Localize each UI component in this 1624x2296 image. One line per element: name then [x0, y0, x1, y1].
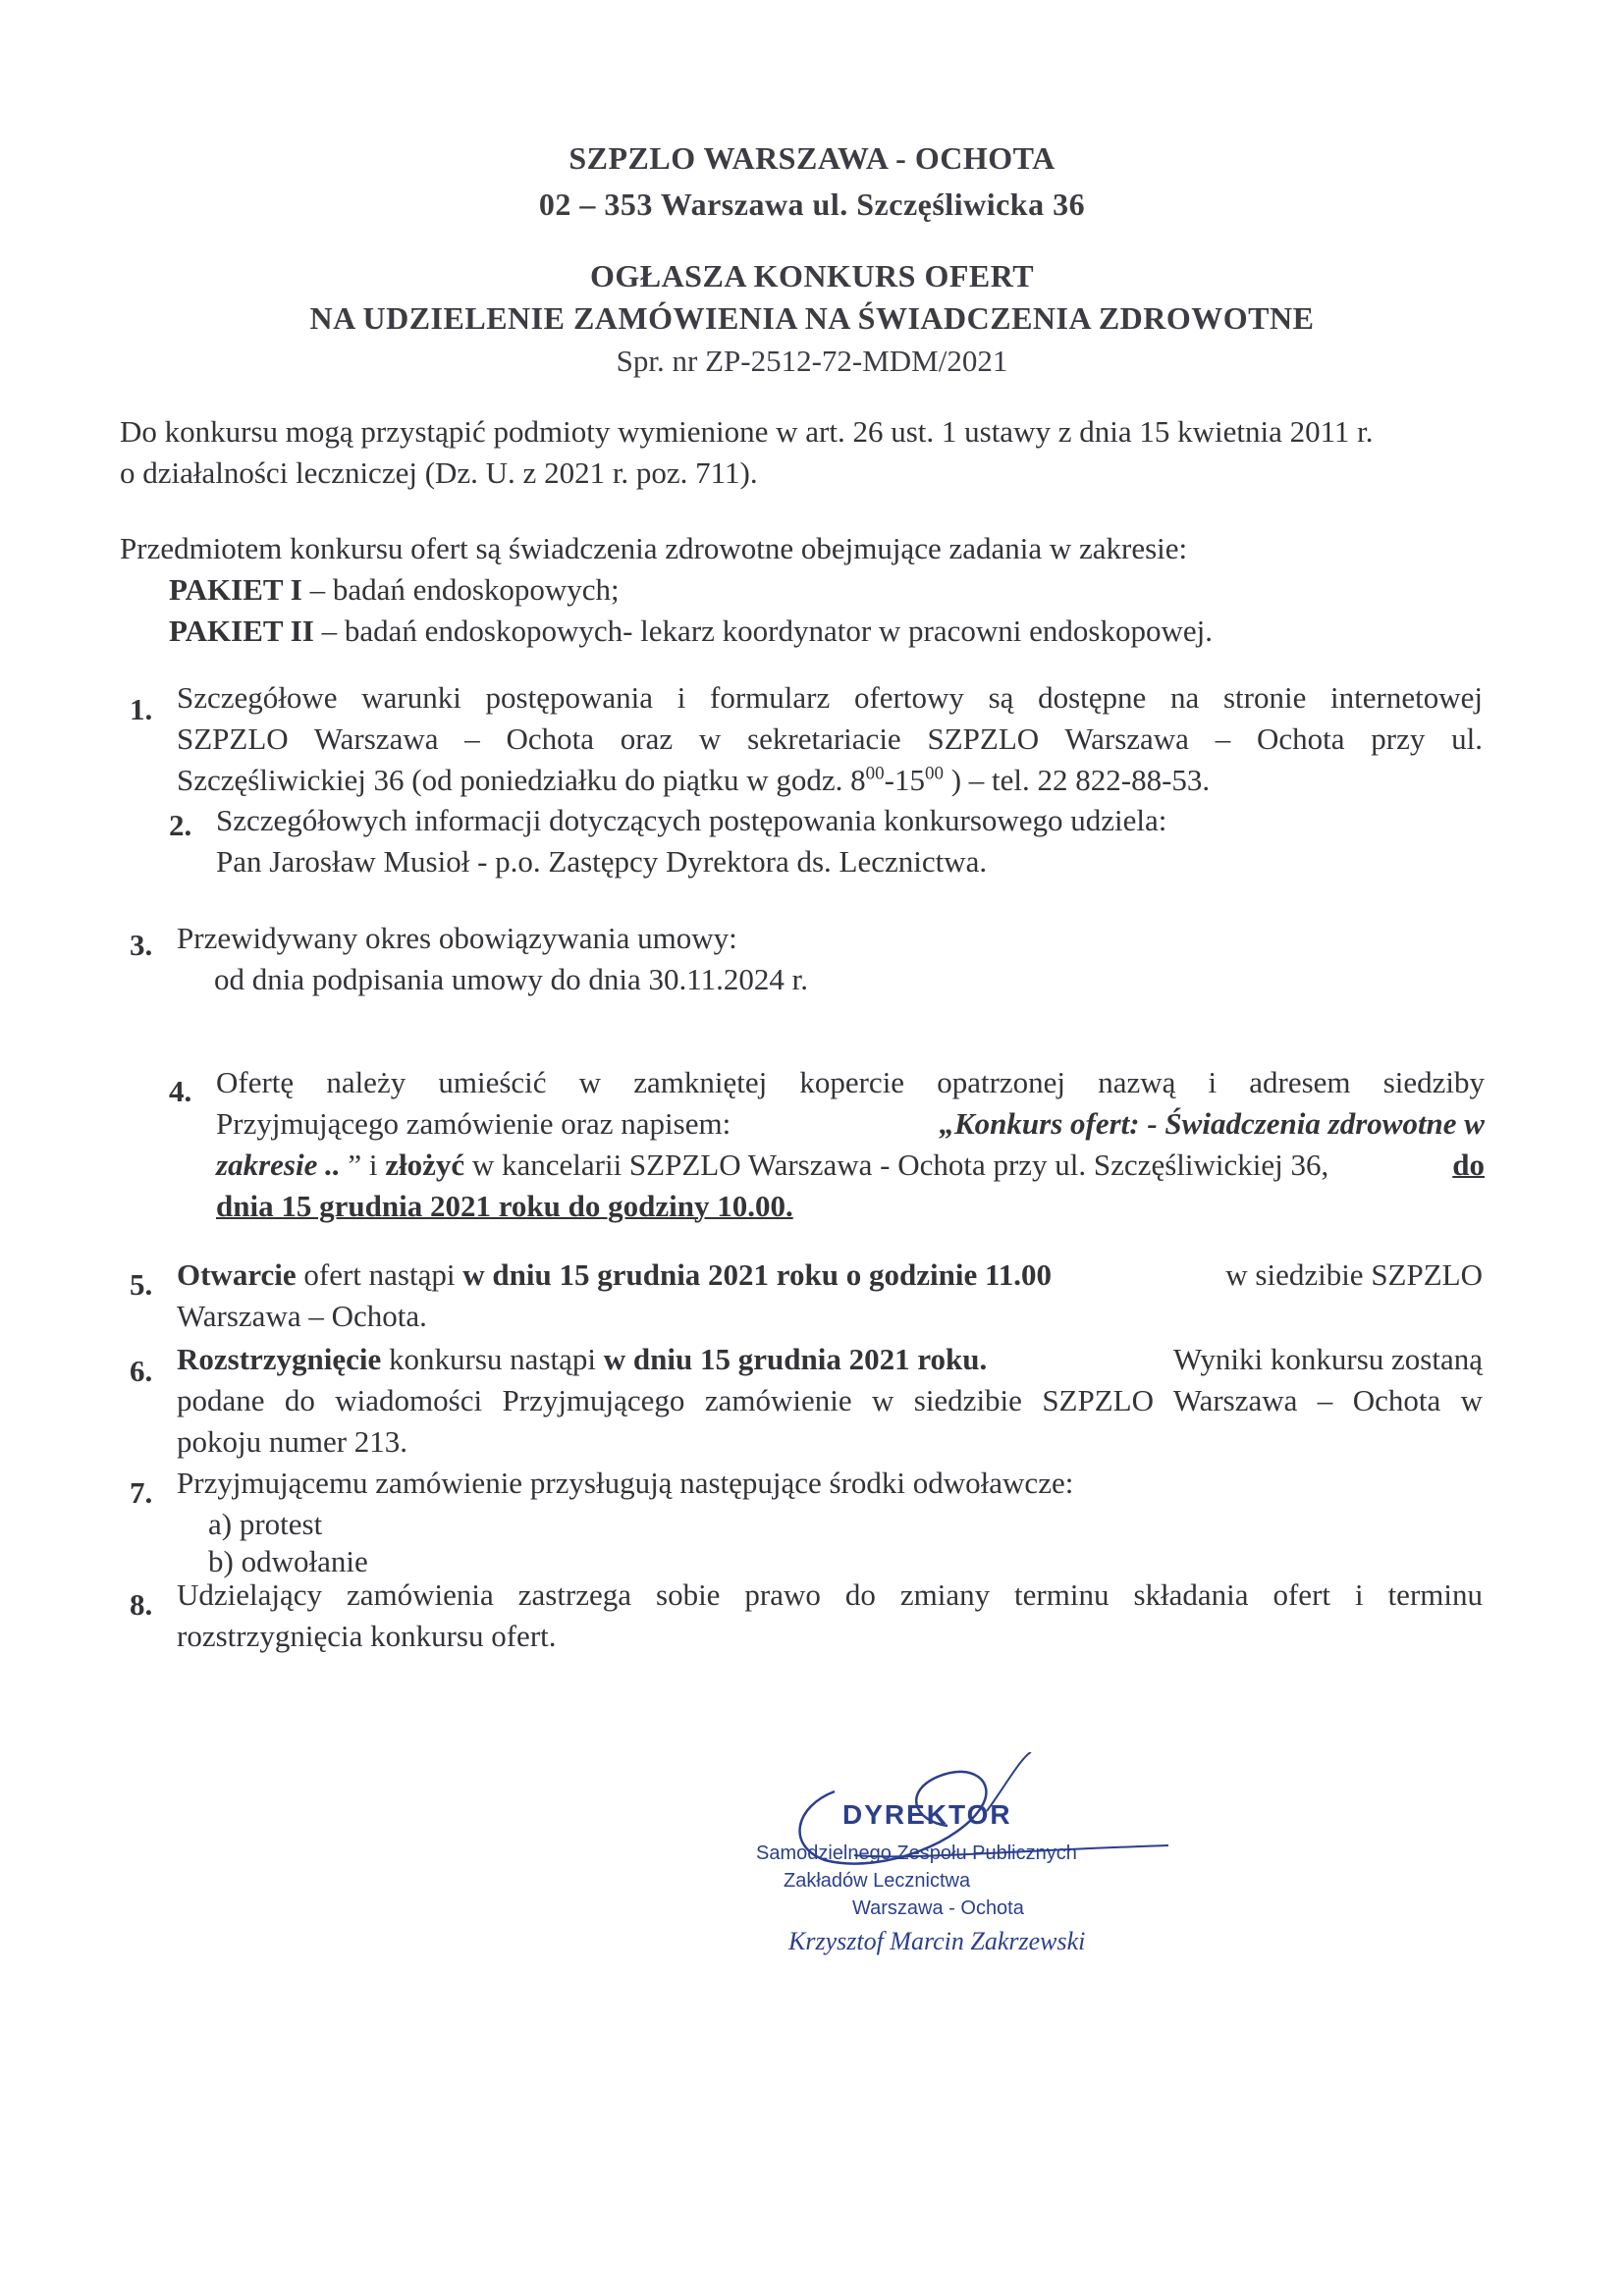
- intro-line-2: o działalności leczniczej (Dz. U. z 2021 r. poz. 711).: [120, 455, 758, 490]
- item-2-line-1: Szczegółowych informacji dotyczących postępowania konkursowego udziela:: [216, 803, 1167, 837]
- reference-number: Spr. nr ZP-2512-72-MDM/2021: [616, 344, 1008, 378]
- item-1-sup-2: 00: [924, 763, 944, 784]
- item-4-quote: „Konkurs ofert: - Świadczenia zdrowotne w: [939, 1106, 1485, 1141]
- item-1-number: 1.: [130, 692, 153, 726]
- org-name: SZPZLO WARSZAWA - OCHOTA: [568, 140, 1056, 176]
- item-6-rozstrzygniecie: Rozstrzygnięcie: [177, 1342, 382, 1376]
- subject-line: Przedmiotem konkursu ofert są świadczenia zdrowotne obejmujące zadania w zakresie:: [120, 531, 1188, 565]
- item-6-line-2: podane do wiadomości Przyjmującego zamówienie w siedzibie SZPZLO Warszawa – Ochota w: [177, 1383, 1483, 1417]
- item-1-line-2: SZPZLO Warszawa – Ochota oraz w sekretariacie SZPZLO Warszawa – Ochota przy ul.: [177, 721, 1483, 756]
- item-5-otwarcie: Otwarcie: [177, 1257, 297, 1292]
- pakiet-2: [169, 611, 1213, 652]
- item-1-phone: ) – tel. 22 822-88-53.: [943, 763, 1211, 797]
- item-5-text-2: w siedzibie SZPZLO: [1225, 1257, 1483, 1292]
- stamp-title: DYREKTOR: [842, 1799, 1012, 1830]
- pakiet-1-text: – badań endoskopowych;: [301, 572, 620, 607]
- item-4-line-2-text: Przyjmującego zamówienie oraz napisem:: [216, 1106, 731, 1141]
- stamp-line-1: Samodzielnego Zespołu Publicznych: [756, 1842, 1077, 1864]
- item-1-line-3: [177, 760, 1210, 801]
- pakiet-2-text: – badań endoskopowych- lekarz koordynator w pracowni endoskopowej.: [313, 614, 1213, 648]
- item-5-number: 5.: [130, 1267, 153, 1302]
- stamp-line-2: Zakładów Lecznictwa: [784, 1870, 971, 1892]
- pakiet-2-label: PAKIET II: [169, 614, 314, 648]
- item-4-quote-close: ” i: [348, 1148, 386, 1182]
- item-6-line-1: [177, 1339, 1483, 1380]
- item-8-number: 8.: [130, 1587, 153, 1622]
- item-7-line-1: Przyjmującemu zamówienie przysługują następujące środki odwoławcze:: [177, 1466, 1074, 1500]
- item-5-text-1: ofert nastąpi: [296, 1257, 463, 1292]
- item-1-hours-text: Szczęśliwickiej 36 (od poniedziałku do piątku w godz. 8: [177, 763, 866, 797]
- item-1-sup-1: 00: [865, 763, 885, 784]
- item-4-line-3: [216, 1145, 1485, 1186]
- item-4-deadline: [216, 1186, 793, 1227]
- announce-title: OGŁASZA KONKURS OFERT: [589, 258, 1035, 294]
- item-1-dash: -15: [884, 763, 925, 797]
- item-4-line-2: [216, 1103, 1485, 1145]
- intro-line-1: Do konkursu mogą przystąpić podmioty wymienione w art. 26 ust. 1 ustawy z dnia 15 kwietnia 2011 r.: [120, 414, 1374, 449]
- item-6-date: w dniu 15 grudnia 2021 roku.: [603, 1342, 988, 1376]
- item-6-line-3: pokoju numer 213.: [177, 1424, 408, 1459]
- item-3-number: 3.: [130, 928, 153, 962]
- item-4-deadline-text: dnia 15 grudnia 2021 roku do godziny 10.00.: [216, 1189, 793, 1223]
- item-3-line-2: od dnia podpisania umowy do dnia 30.11.2024 r.: [214, 962, 809, 996]
- item-1-line-1: Szczegółowe warunki postępowania i formularz ofertowy są dostępne na stronie internetowej: [177, 680, 1483, 715]
- item-5-date: w dniu 15 grudnia 2021 roku o godzinie 11.00: [462, 1257, 1052, 1292]
- item-6-number: 6.: [130, 1354, 153, 1388]
- announce-subject: NA UDZIELENIE ZAMÓWIENIA NA ŚWIADCZENIA ZDROWOTNE: [309, 300, 1315, 336]
- item-4-line-1: Ofertę należy umieścić w zamkniętej kopercie opatrzonej nazwą i adresem siedziby: [216, 1065, 1485, 1099]
- stamp-line-3: Warszawa - Ochota: [852, 1897, 1024, 1919]
- item-5-line-1: [177, 1255, 1483, 1296]
- item-4-quote-end: zakresie ..: [216, 1148, 349, 1182]
- item-8-line-1: Udzielający zamówienia zastrzega sobie prawo do zmiany terminu składania ofert i terminu: [177, 1577, 1483, 1612]
- item-7-option-b: b) odwołanie: [208, 1544, 368, 1578]
- item-5-line-2: Warszawa – Ochota.: [177, 1299, 427, 1333]
- item-7-number: 7.: [130, 1475, 153, 1510]
- item-2-line-2: Pan Jarosław Musioł - p.o. Zastępcy Dyrektora ds. Lecznictwa.: [216, 844, 988, 879]
- item-4-do: do: [1452, 1148, 1485, 1182]
- pakiet-1: [169, 569, 620, 611]
- item-4-location: w kancelarii SZPZLO Warszawa - Ochota przy ul. Szczęśliwickiej 36,: [464, 1148, 1329, 1182]
- item-3-line-1: Przewidywany okres obowiązywania umowy:: [177, 921, 737, 955]
- item-6-text-2: Wyniki konkursu zostaną: [1173, 1342, 1483, 1376]
- signature-name: Krzysztof Marcin Zakrzewski: [788, 1927, 1086, 1955]
- item-7-option-a: a) protest: [208, 1507, 323, 1541]
- item-4-zlozyc: złożyć: [385, 1148, 465, 1182]
- item-4-number: 4.: [169, 1074, 192, 1108]
- item-2-number: 2.: [169, 808, 192, 842]
- item-6-text-1: konkursu nastąpi: [381, 1342, 604, 1376]
- pakiet-1-label: PAKIET I: [169, 572, 302, 607]
- item-8-line-2: rozstrzygnięcia konkursu ofert.: [177, 1619, 557, 1653]
- org-address: 02 – 353 Warszawa ul. Szczęśliwicka 36: [538, 187, 1086, 222]
